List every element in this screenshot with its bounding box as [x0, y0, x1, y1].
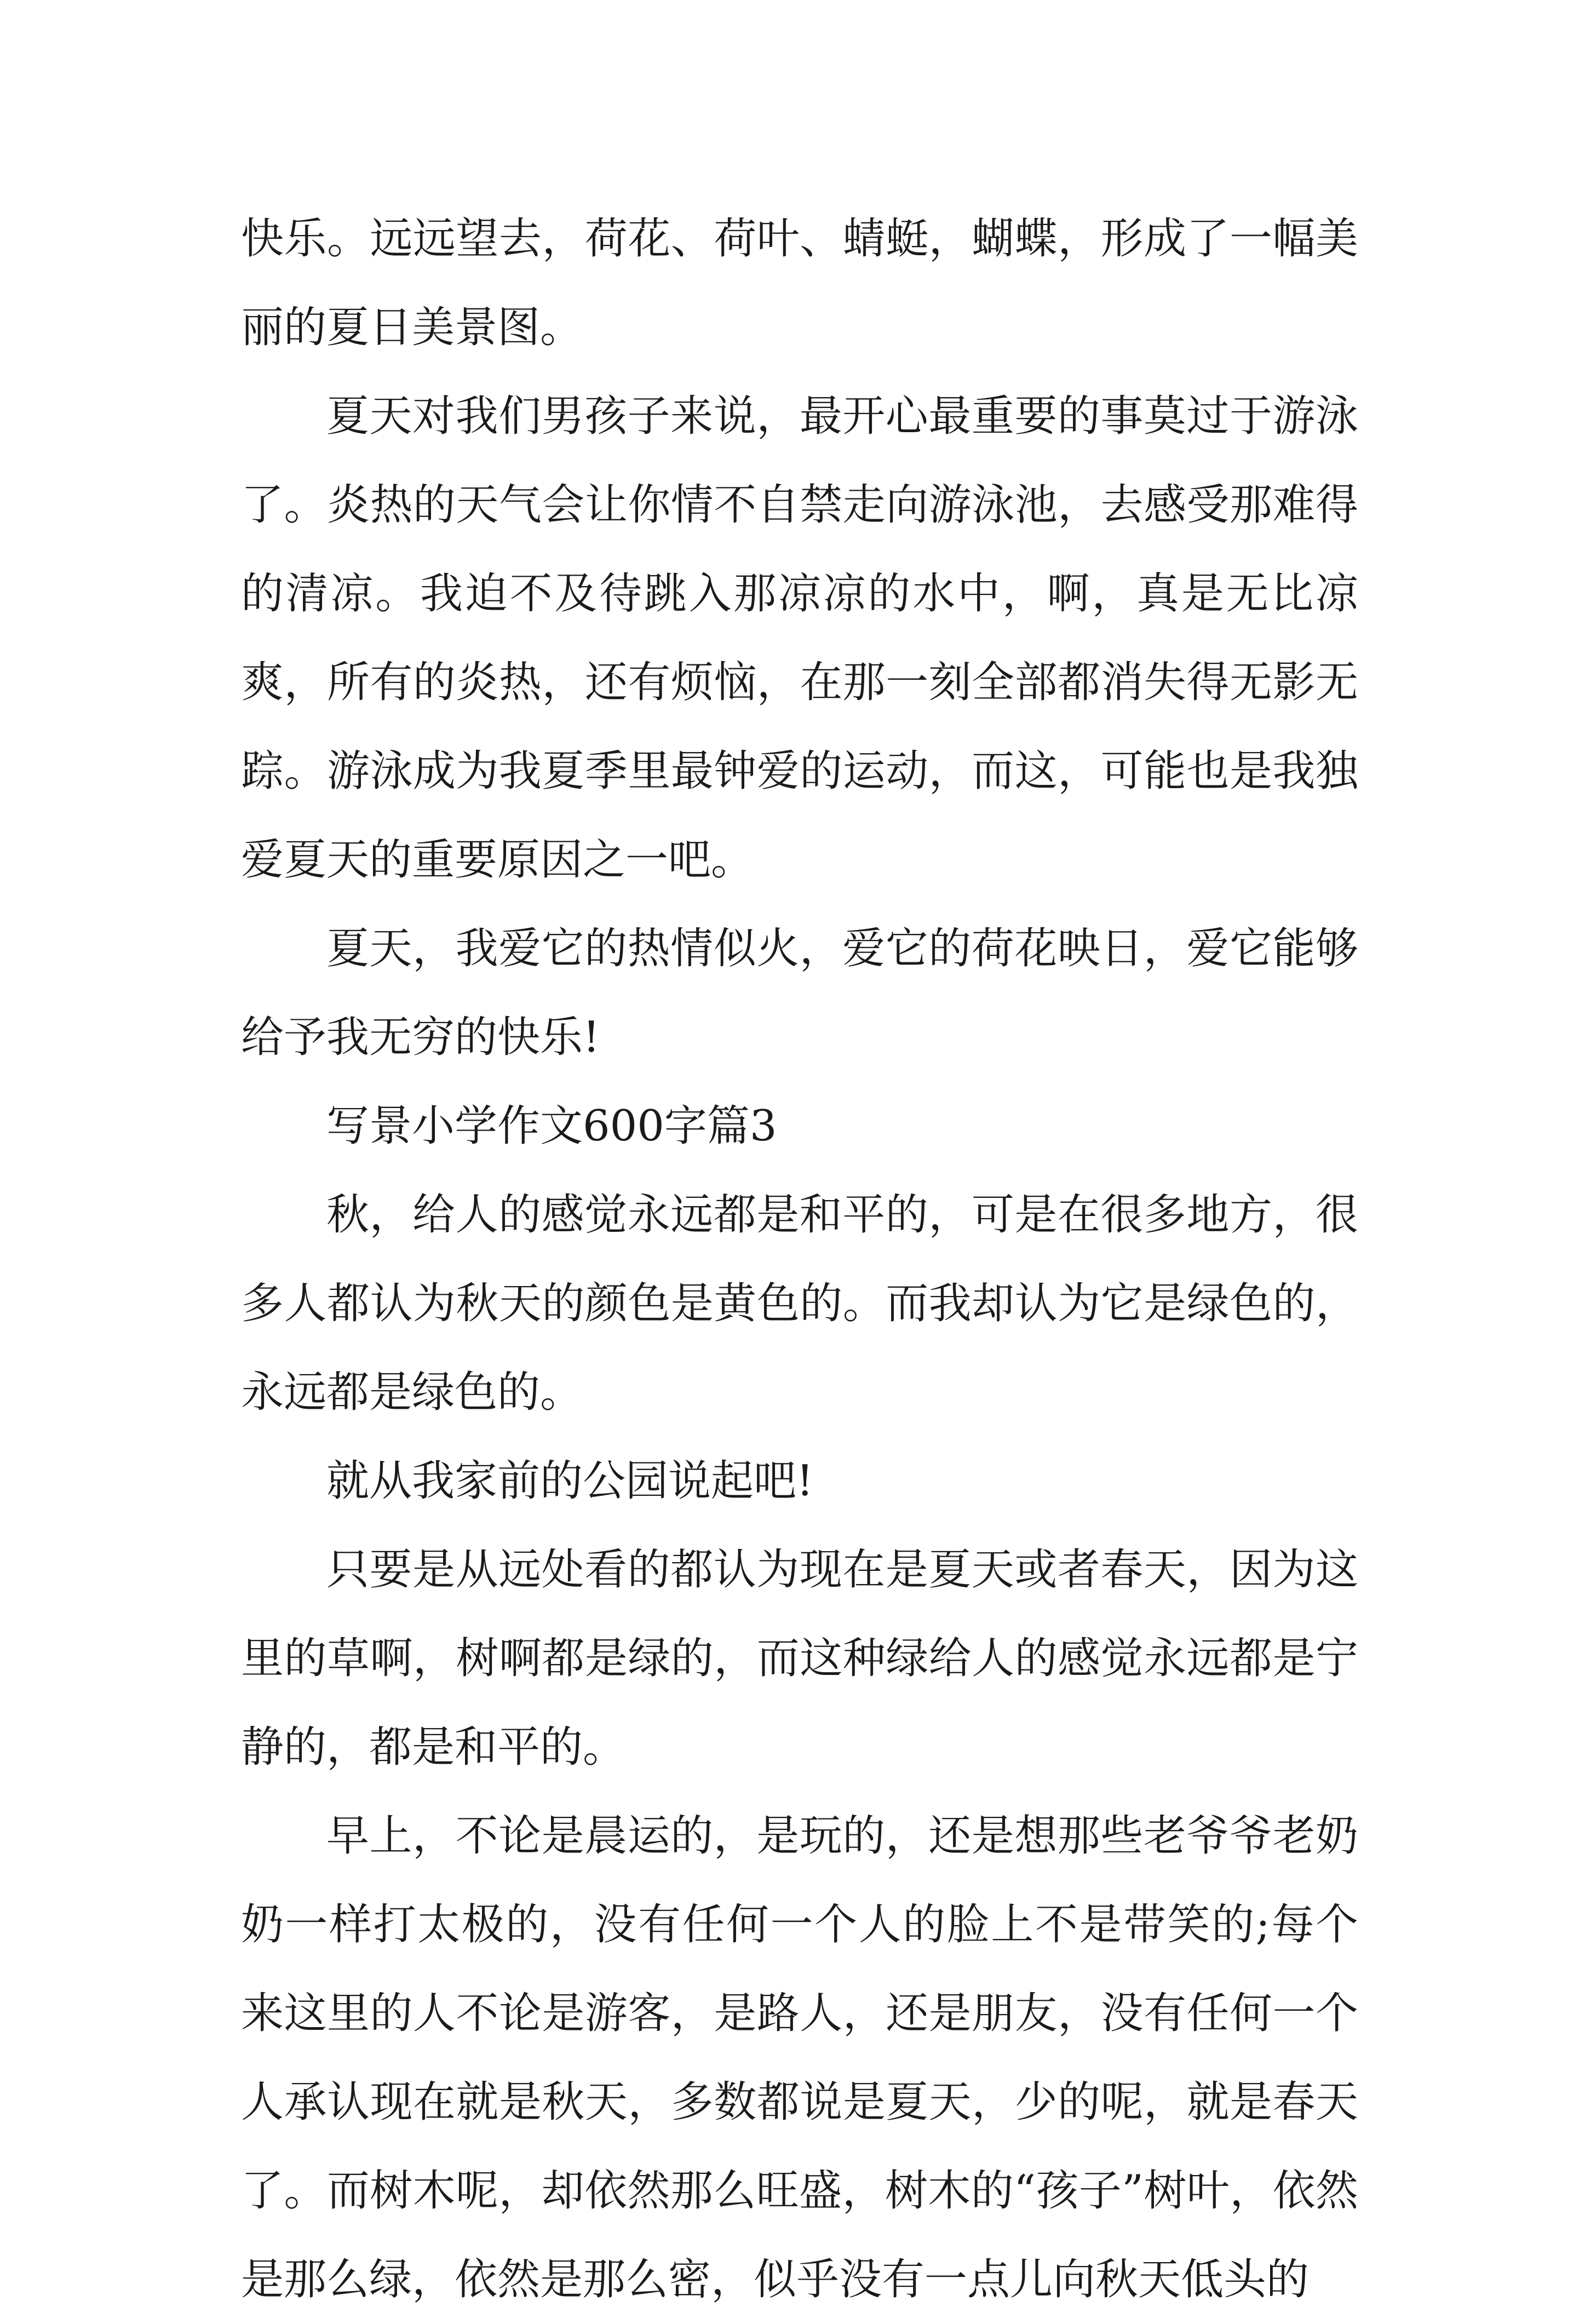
document-body [241, 194, 1358, 2324]
paragraph-swimming: 夏天对我们男孩子来说，最开心最重要的事莫过于游泳了。炎热的天气会让你情不自禁走向游泳池，去感受那难得的清凉。我迫不及待跳入那凉凉的水中，啊，真是无比凉爽，所有的炎热，还有烦恼，在那一刻全部都消失得无影无踪。游泳成为我夏季里最钟爱的运动，而这，可能也是我独爱夏天的重要原因之一吧。 [241, 392, 1358, 885]
paragraph-green: 只要是从远处看的都认为现在是夏天或者春天，因为这里的草啊，树啊都是绿的，而这种绿给人的感觉永远都是宁静的，都是和平的。 [241, 1545, 1358, 1772]
paragraph-continued: 快乐。远远望去，荷花、荷叶、蜻蜓，蝴蝶，形成了一幅美丽的夏日美景图。 [241, 214, 1358, 352]
paragraph-autumn-intro: 秋，给人的感觉永远都是和平的，可是在很多地方，很多人都认为秋天的颜色是黄色的。而我却认为它是绿色的，永远都是绿色的。 [241, 1190, 1358, 1417]
section-heading: 写景小学作文600字篇3 [326, 1101, 777, 1151]
paragraph-summer-love: 夏天，我爱它的热情似火，爱它的荷花映日，爱它能够给予我无穷的快乐! [241, 924, 1358, 1062]
paragraph-morning: 早上，不论是晨运的，是玩的，还是想那些老爷爷老奶奶一样打太极的，没有任何一个人的脸上不是带笑的;每个来这里的人不论是游客，是路人，还是朋友，没有任何一个人承认现在就是秋天，多数都说是夏天，少的呢，就是春天了。而树木呢，却依然那么旺盛，树木的“孩子”树叶，依然是那么绿，依然是那么密，似乎没有一点儿向秋天低头的 [241, 1811, 1358, 2304]
paragraph-park: 就从我家前的公园说起吧! [326, 1456, 814, 1506]
